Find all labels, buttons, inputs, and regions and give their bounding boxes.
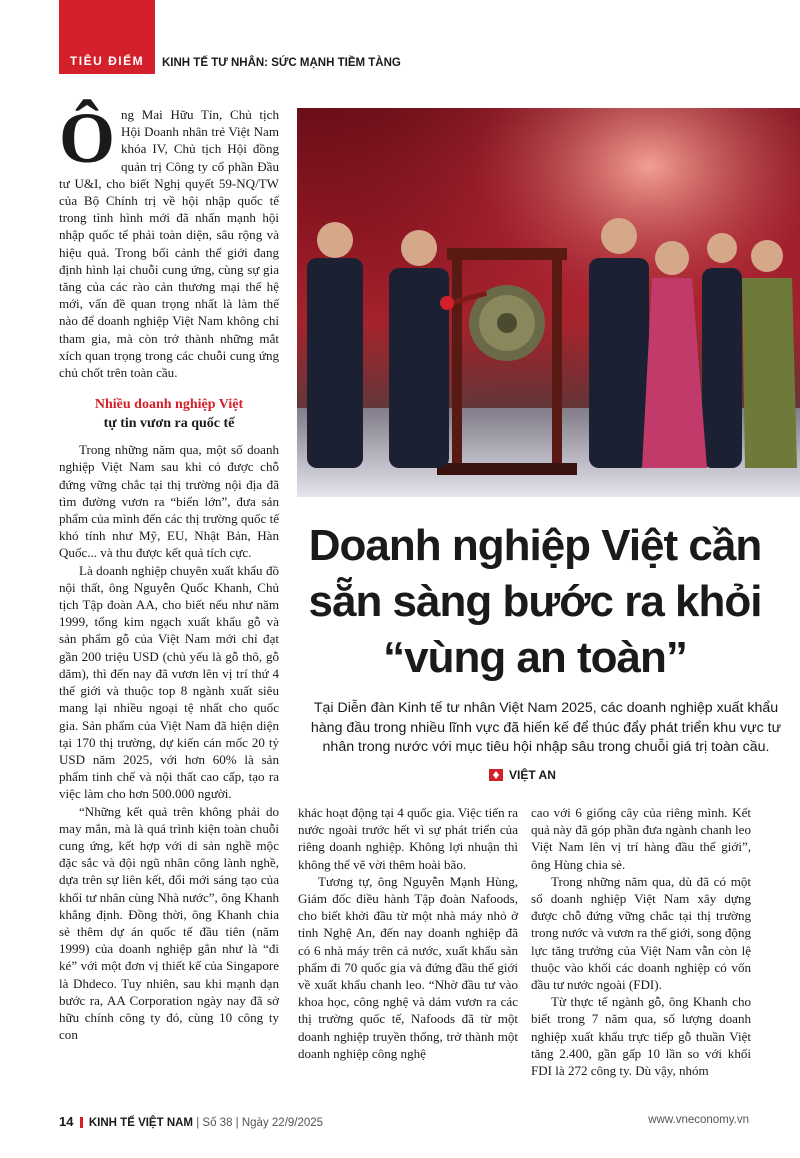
event-photo (297, 108, 800, 497)
byline (489, 768, 556, 782)
byline-marker-icon (489, 769, 503, 781)
body-paragraph: khác hoạt động tại 4 quốc gia. Việc tiến ra nước ngoài trước hết vì sự phát triển của riêng doanh nghiệp. Không lợi nhuận thì không thể vẽ vời thêm hoài bão. (298, 805, 518, 872)
lead-paragraph (59, 98, 279, 381)
section-label: TIÊU ĐIỂM (69, 54, 145, 68)
subheading (59, 395, 279, 433)
website-url: www.vneconomy.vn (648, 1114, 749, 1126)
article-column-2 (298, 804, 518, 1062)
headline-line-2: sẵn sàng bước ra khỏi (308, 577, 762, 626)
headline-line-3: “vùng an toàn” (383, 633, 687, 682)
gong-ceremony-illustration (297, 108, 800, 497)
section-tag (59, 0, 155, 74)
article-column-3 (531, 804, 751, 1079)
body-paragraph: “Những kết quả trên không phải do may mắn, mà là quá trình kiện toàn chuỗi cung ứng, kết hợp với di sản nghề mộc đặc sắc và đội ngũ nhân công lành nghề, dựa trên sự liên kết, đổi mới sáng tạo của khối tư nhân cùng Nhà nước”, ông Khanh khẳng định. Đồng thời, ông Khanh chia sẻ thêm dự án quốc tế đầu tiên (năm 1999) của doanh nghiệp gắn như là “đi ké” với một đơn vị thiết kế của Singapore là Dhdeco. Tuy nhiên, sau khi mạnh dạn bước ra, AA Corporation ngày nay đã sở hữu chính công ty đó, cùng 10 công ty con (59, 803, 279, 1043)
dropcap: Ô (59, 98, 116, 178)
article-column-1 (59, 98, 279, 1043)
magazine-name: KINH TẾ VIỆT NAM (88, 1117, 194, 1129)
body-paragraph: Trong những năm qua, dù đã có một số doanh nghiệp Việt Nam xây dựng được chỗ đứng vững chắc tại thị trường trong nước và vươn ra thế giới, song động lực tăng trưởng của Việt Nam vẫn còn lệ thuộc vào khối các doanh nghiệp có vốn đầu tư nước ngoài (FDI). (531, 873, 752, 993)
headline-line-1: Doanh nghiệp Việt cần (308, 521, 762, 570)
running-title: KINH TẾ TƯ NHÂN: SỨC MẠNH TIỀM TÀNG (162, 57, 401, 69)
sapo: Tại Diễn đàn Kinh tế tư nhân Việt Nam 2025, các doanh nghiệp xuất khẩu hàng đầu trong nhiều lĩnh vực đã hiến kế để thúc đẩy phát triển khu vực tư nhân trong nước với mục tiêu hội nhập sâu trong chuỗi giá trị toàn cầu. (310, 700, 782, 755)
page-number: 14 (59, 1114, 74, 1129)
issue-number: Số 38 (202, 1117, 233, 1129)
issue-date: Ngày 22/9/2025 (241, 1117, 324, 1129)
body-paragraph: Tương tự, ông Nguyễn Mạnh Hùng, Giám đốc điều hành Tập đoàn Nafoods, cho biết khởi đầu từ một nhà máy nhỏ ở tỉnh Nghệ An, đến nay doanh nghiệp đã có 6 nhà máy trên cả nước, xuất khẩu sản phẩm đi 70 quốc gia và đứng đầu thế giới về xuất khẩu chanh leo. “Nhờ đầu tư vào khoa học, công nghệ và dám vươn ra các thị trường quốc tế, Nafoods đã từ một doanh nghiệp truyền thống, trở thành một doanh nghiệp công nghệ (298, 873, 518, 1061)
body-paragraph: Từ thực tế ngành gỗ, ông Khanh cho biết trong 7 năm qua, số lượng doanh nghiệp xuất khẩu trực tiếp gỗ thuần Việt tăng 2.400, gần gấp 10 lần so với khối FDI là 272 công ty. Dù vậy, nhóm (531, 994, 751, 1079)
headline (300, 518, 770, 686)
body-paragraph: cao với 6 giống cây của riêng mình. Kết quả này đã góp phần đưa ngành chanh leo Việt Nam lên vị trí hàng đầu thế giới”, ông Hùng chia sẻ. (531, 805, 751, 872)
body-paragraph: Là doanh nghiệp chuyên xuất khẩu đồ nội thất, ông Nguyễn Quốc Khanh, Chủ tịch Tập đoàn AA, cho biết nếu như năm 1999, tổng kim ngạch xuất khẩu gỗ và sản phẩm gỗ của Việt Nam mới chỉ đạt gần 200 triệu USD (chủ yếu là gỗ thô, gỗ dăm), thì đến nay đã vươn lên vị trí thứ 4 thế giới và thuộc top 8 ngành xuất siêu mang lại nhiều ngoại tệ nhất cho quốc gia. Sản phẩm của Việt Nam đã hiện diện tại 170 thị trường, dự kiến cán mốc 20 tỷ USD năm 2025, với hơn 60% là sản phẩm tinh chế và nội thất cao cấp, tạo ra việc làm cho hơn 500.000 người. (59, 562, 279, 802)
author-name: VIỆT AN (509, 768, 556, 782)
subheading-line-2: tự tin vươn ra quốc tế (103, 416, 235, 432)
footer-divider (80, 1117, 83, 1128)
body-paragraph: Trong những năm qua, một số doanh nghiệp Việt Nam sau khi có được chỗ đứng vững chắc tại thị trường nội địa đã tìm đường vươn ra “biển lớn”, đưa sản phẩm của mình đến các thị trường quốc tế khó tính như Mỹ, EU, Nhật Bản, Hàn Quốc... và thu được kết quả tích cực. (59, 442, 279, 561)
subheading-line-1: Nhiều doanh nghiệp Việt (94, 397, 244, 413)
lead-text: ng Mai Hữu Tín, Chủ tịch Hội Doanh nhân trẻ Việt Nam khóa IV, Chủ tịch Hội đồng quản trị Công ty cổ phần Đầu tư U&I, cho biết Nghị quyết 59-NQ/TW của Bộ Chính trị về hội nhập quốc tế trong tình hình mới đã nhấn mạnh hội nhập quốc tế phải toàn diện, sâu rộng và hiệu quả. Trong bối cảnh thế giới đang định hình lại chuỗi cung ứng, cùng sự gia tăng của các rào cản thương mại thế hệ mới, vấn đề quan trọng nhất là làm thế nào để doanh nghiệp Việt Nam không chỉ tham gia, mà còn trở thành những mắt xích quan trọng trong các chuỗi cung ứng chủ chốt trên toàn cầu. (59, 107, 279, 381)
